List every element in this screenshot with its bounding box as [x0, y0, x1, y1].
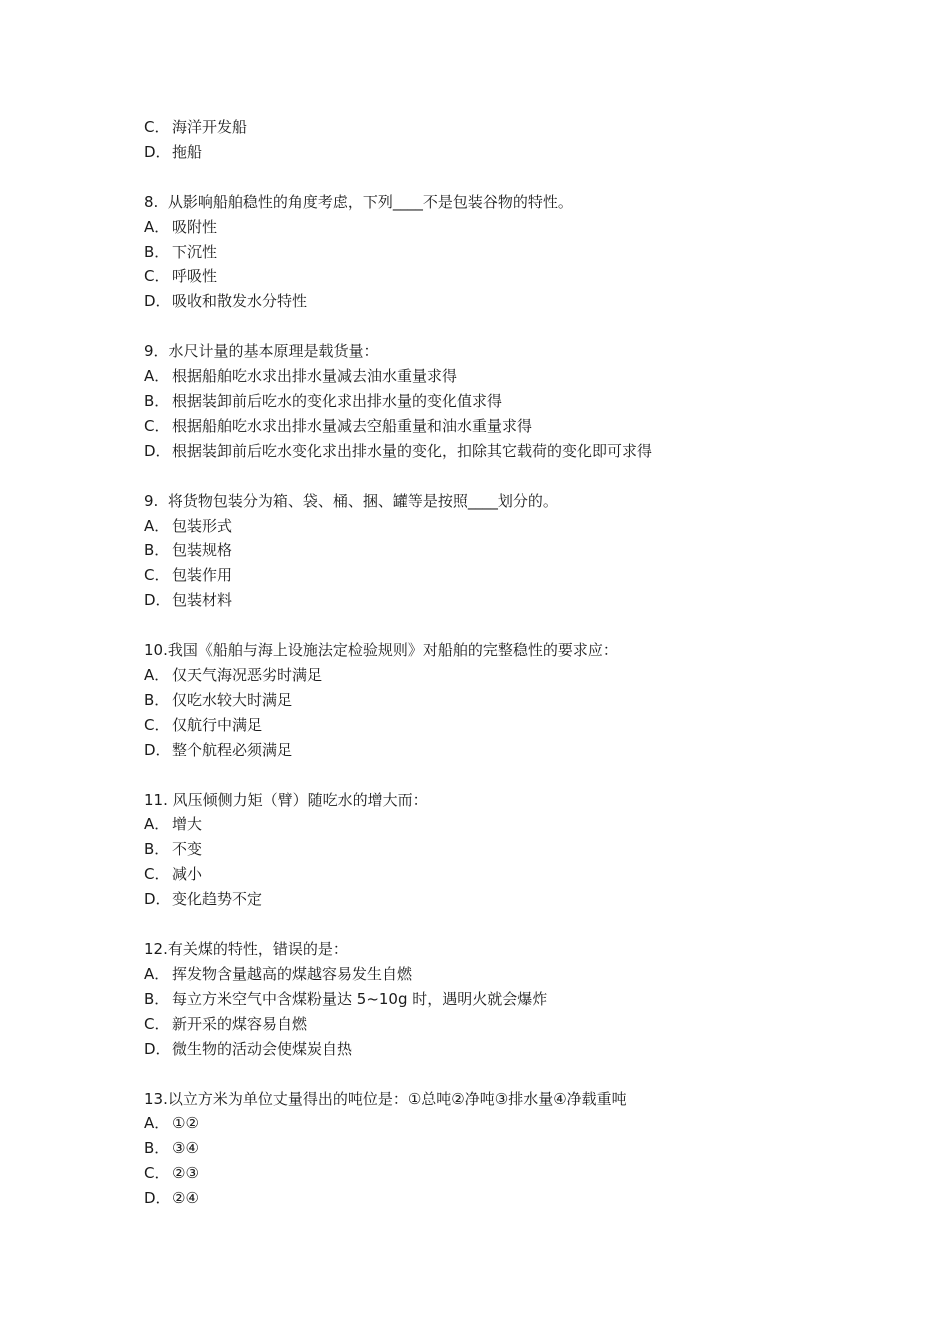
question-block — [144, 638, 844, 762]
option-letter: C． — [144, 865, 170, 884]
option-text: 减小 — [172, 865, 203, 884]
option-letter: D． — [144, 1039, 171, 1058]
answer-option — [144, 264, 844, 289]
question-text: 9．水尺计量的基本原理是载货量： — [144, 342, 379, 361]
option-text: 微生物的活动会使煤炭自热 — [172, 1039, 353, 1058]
question-block — [144, 937, 844, 1061]
option-text: 包装作用 — [172, 566, 233, 585]
option-text: 根据船舶吃水求出排水量减去空船重量和油水重量求得 — [172, 416, 533, 435]
option-text: 每立方米空气中含煤粉量达 5~10g 时，遇明火就会爆炸 — [172, 989, 548, 1008]
option-text: 仅航行中满足 — [172, 715, 263, 734]
option-text: 不变 — [172, 840, 203, 859]
question-block — [144, 489, 844, 613]
option-text: 包装形式 — [172, 516, 233, 535]
option-letter: C． — [144, 715, 170, 734]
option-letter: C． — [144, 566, 170, 585]
option-letter: B． — [144, 242, 170, 261]
answer-option — [144, 1037, 844, 1062]
option-letter: A． — [144, 964, 170, 983]
option-letter: D． — [144, 142, 171, 161]
answer-option — [144, 140, 844, 165]
answer-option — [144, 1111, 844, 1136]
option-text: 仅吃水较大时满足 — [172, 690, 293, 709]
answer-option — [144, 115, 844, 140]
option-text: 根据装卸前后吃水的变化求出排水量的变化值求得 — [172, 392, 503, 411]
answer-option — [144, 414, 844, 439]
answer-option — [144, 663, 844, 688]
option-text: 新开采的煤容易自燃 — [172, 1014, 308, 1033]
answer-option — [144, 862, 844, 887]
option-letter: C． — [144, 1164, 170, 1183]
option-text: 根据装卸前后吃水变化求出排水量的变化，扣除其它载荷的变化即可求得 — [172, 441, 653, 460]
answer-option — [144, 1136, 844, 1161]
answer-option — [144, 987, 844, 1012]
option-letter: C． — [144, 416, 170, 435]
question-block — [144, 1087, 844, 1211]
option-text: 增大 — [172, 815, 203, 834]
option-text: 挥发物含量越高的煤越容易发生自燃 — [172, 964, 413, 983]
option-text: ②④ — [172, 1189, 199, 1208]
option-text: 下沉性 — [172, 242, 218, 261]
answer-option — [144, 389, 844, 414]
option-text: 吸附性 — [172, 217, 218, 236]
option-letter: D． — [144, 890, 171, 909]
answer-option — [144, 364, 844, 389]
option-letter: C． — [144, 1014, 170, 1033]
option-letter: A． — [144, 217, 170, 236]
option-text: 呼吸性 — [172, 267, 218, 286]
option-letter: B． — [144, 392, 170, 411]
answer-option — [144, 837, 844, 862]
option-letter: B． — [144, 690, 170, 709]
question-block — [144, 115, 844, 165]
question-block — [144, 190, 844, 314]
option-letter: D． — [144, 740, 171, 759]
answer-option — [144, 588, 844, 613]
answer-option — [144, 688, 844, 713]
option-letter: A． — [144, 666, 170, 685]
option-letter: D． — [144, 441, 171, 460]
option-letter: D． — [144, 292, 171, 311]
option-text: 整个航程必须满足 — [172, 740, 293, 759]
option-letter: B． — [144, 989, 170, 1008]
option-letter: A． — [144, 516, 170, 535]
question-text: 11. 风压倾侧力矩（臂）随吃水的增大而： — [144, 790, 428, 809]
option-text: 海洋开发船 — [172, 118, 248, 136]
question-block — [144, 788, 844, 912]
answer-option — [144, 240, 844, 265]
answer-option — [144, 887, 844, 912]
answer-option — [144, 1186, 844, 1211]
answer-option — [144, 215, 844, 240]
option-letter: C． — [144, 118, 170, 136]
option-text: 包装规格 — [172, 541, 233, 560]
answer-option — [144, 1161, 844, 1186]
answer-option — [144, 563, 844, 588]
answer-option — [144, 538, 844, 563]
question-text: 12.有关煤的特性，错误的是： — [144, 940, 348, 959]
answer-option — [144, 514, 844, 539]
option-text: 包装材料 — [172, 591, 233, 610]
answer-option — [144, 289, 844, 314]
option-letter: A． — [144, 1114, 170, 1133]
question-text: 10.我国《船舶与海上设施法定检验规则》对船舶的完整稳性的要求应： — [144, 641, 618, 660]
answer-option — [144, 1012, 844, 1037]
answer-option — [144, 713, 844, 738]
option-text: 变化趋势不定 — [172, 890, 263, 909]
option-text: 仅天气海况恶劣时满足 — [172, 666, 323, 685]
option-letter: B． — [144, 1139, 170, 1158]
option-letter: B． — [144, 840, 170, 859]
option-letter: C． — [144, 267, 170, 286]
option-text: 吸收和散发水分特性 — [172, 292, 308, 311]
option-letter: A． — [144, 367, 170, 386]
option-text: ③④ — [172, 1139, 199, 1158]
option-text: 拖船 — [172, 142, 203, 161]
question-text: 8. 从影响船舶稳性的角度考虑，下列____不是包装谷物的特性。 — [144, 192, 573, 211]
answer-option — [144, 439, 844, 464]
answer-option — [144, 812, 844, 837]
answer-option — [144, 738, 844, 763]
option-text: ①② — [172, 1114, 199, 1133]
question-text: 9. 将货物包装分为箱、袋、桶、捆、罐等是按照____划分的。 — [144, 491, 558, 510]
document-page — [144, 115, 844, 1236]
question-text: 13.以立方米为单位丈量得出的吨位是：①总吨②净吨③排水量④净载重吨 — [144, 1089, 627, 1108]
option-letter: A． — [144, 815, 170, 834]
question-block — [144, 339, 844, 463]
option-text: 根据船舶吃水求出排水量减去油水重量求得 — [172, 367, 458, 386]
option-letter: D． — [144, 591, 171, 610]
option-letter: B． — [144, 541, 170, 560]
option-text: ②③ — [172, 1164, 199, 1183]
answer-option — [144, 962, 844, 987]
option-letter: D． — [144, 1189, 171, 1208]
